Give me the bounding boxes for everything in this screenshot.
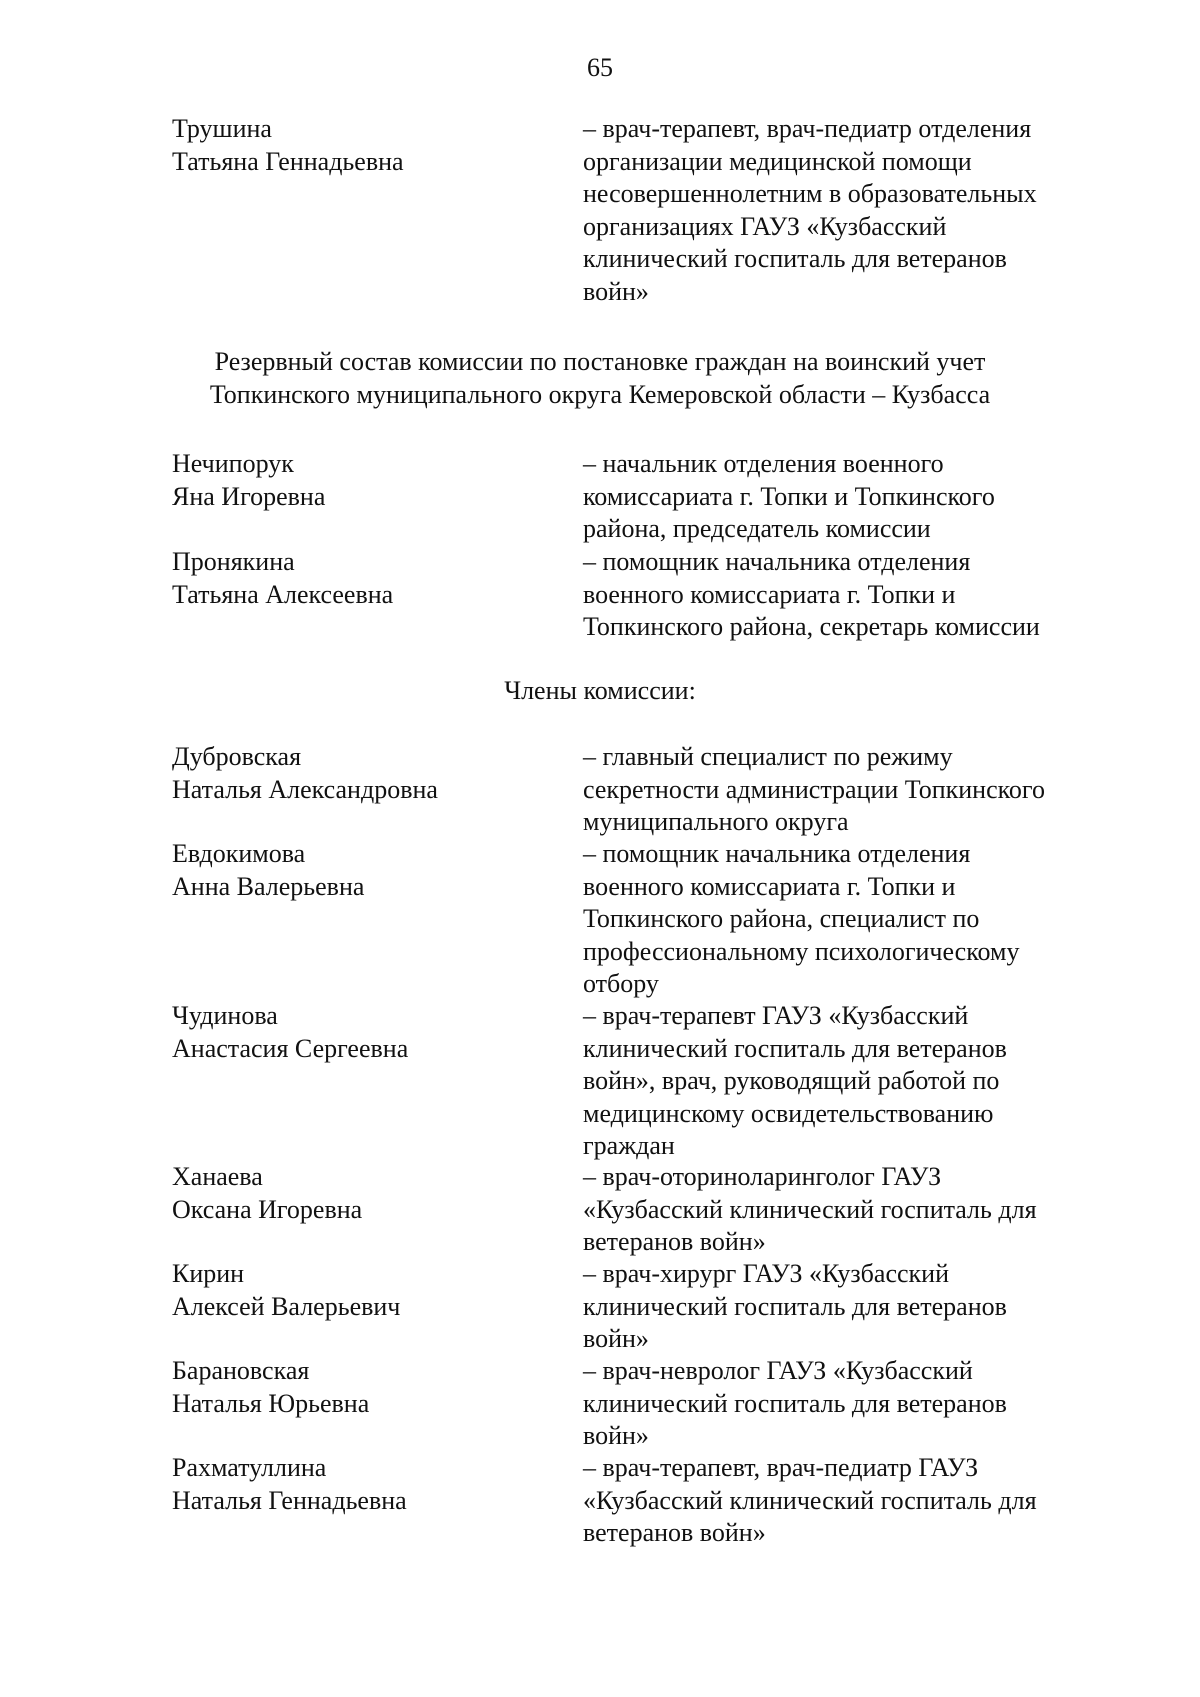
heading-line: Топкинского муниципального округа Кемеровской области – Кузбасса (209, 379, 991, 409)
surname: Пронякина (172, 547, 295, 576)
role-line: отбору (583, 969, 659, 998)
role-line: муниципального округа (583, 807, 849, 836)
surname: Барановская (172, 1356, 310, 1385)
person-name (172, 546, 572, 611)
role-line: Топкинского района, секретарь комиссии (583, 612, 1040, 641)
role-line: клинический госпиталь для ветеранов (583, 1033, 1007, 1063)
person-role (583, 1000, 1103, 1163)
role-line: ветеранов войн» (583, 1518, 766, 1547)
role-line: несовершеннолетним в образовательных (583, 179, 1037, 208)
surname: Ханаева (172, 1162, 263, 1191)
role-line: – врач-невролог ГАУЗ «Кузбасский (583, 1356, 973, 1385)
person-name (172, 1161, 572, 1226)
given-names: Алексей Валерьевич (172, 1291, 401, 1321)
members-heading: Члены комиссии: (504, 676, 696, 705)
role-line: организациях ГАУЗ «Кузбасский (583, 211, 947, 241)
given-names: Яна Игоревна (172, 481, 326, 511)
role-line: – врач-терапевт, врач-педиатр ГАУЗ (583, 1453, 979, 1482)
person-name (172, 741, 572, 806)
page-number: 65 (587, 53, 613, 82)
role-line: граждан (583, 1131, 675, 1160)
reserve-heading (0, 346, 1200, 411)
person-role (583, 741, 1103, 839)
role-line: профессиональному психологическому (583, 936, 1020, 966)
role-line: войн», врач, руководящий работой по (583, 1066, 1000, 1095)
person-name (172, 113, 572, 178)
role-line: клинический госпиталь для ветеранов (583, 1388, 1007, 1418)
surname: Трушина (172, 114, 272, 143)
role-line: – помощник начальника отделения (583, 839, 971, 868)
person-name (172, 1258, 572, 1323)
person-role (583, 1452, 1103, 1550)
role-line: войн» (583, 1324, 649, 1353)
surname: Нечипорук (172, 449, 294, 478)
role-line: «Кузбасский клинический госпиталь для (583, 1485, 1037, 1515)
person-name (172, 1355, 572, 1420)
given-names: Татьяна Алексеевна (172, 579, 394, 609)
person-name (172, 1000, 572, 1065)
role-line: – врач-терапевт ГАУЗ «Кузбасский (583, 1001, 969, 1030)
person-role (583, 838, 1103, 1001)
role-line: – главный специалист по режиму (583, 742, 953, 771)
given-names: Татьяна Геннадьевна (172, 146, 404, 176)
surname: Евдокимова (172, 839, 306, 868)
role-line: – начальник отделения военного (583, 449, 944, 478)
role-line: Топкинского района, специалист по (583, 904, 980, 933)
role-line: комиссариата г. Топки и Топкинского (583, 481, 995, 511)
surname: Чудинова (172, 1001, 278, 1030)
person-role (583, 1258, 1103, 1356)
role-line: клинический госпиталь для ветеранов (583, 244, 1007, 273)
given-names: Наталья Александровна (172, 774, 438, 804)
person-role (583, 1161, 1103, 1259)
person-role (583, 113, 1103, 308)
role-line: – врач-терапевт, врач-педиатр отделения (583, 114, 1032, 143)
given-names: Наталья Геннадьевна (172, 1485, 407, 1515)
surname: Рахматуллина (172, 1453, 327, 1482)
role-line: клинический госпиталь для ветеранов (583, 1291, 1007, 1321)
given-names: Оксана Игоревна (172, 1194, 363, 1224)
role-line: района, председатель комиссии (583, 514, 931, 543)
person-role (583, 546, 1103, 644)
surname: Дубровская (172, 742, 302, 771)
role-line: войн» (583, 276, 649, 306)
role-line: военного комиссариата г. Топки и (583, 579, 956, 609)
role-line: «Кузбасский клинический госпиталь для (583, 1194, 1037, 1224)
role-line: – помощник начальника отделения (583, 547, 971, 576)
heading-line: Резервный состав комиссии по постановке граждан на воинский учет (214, 347, 986, 376)
person-role (583, 1355, 1103, 1453)
given-names: Анна Валерьевна (172, 871, 365, 901)
person-role (583, 448, 1103, 546)
person-name (172, 448, 572, 513)
given-names: Наталья Юрьевна (172, 1388, 370, 1418)
person-name (172, 838, 572, 903)
person-name (172, 1452, 572, 1517)
role-line: – врач-оториноларинголог ГАУЗ (583, 1162, 942, 1191)
role-line: медицинскому освидетельствованию (583, 1098, 994, 1128)
given-names: Анастасия Сергеевна (172, 1033, 409, 1063)
role-line: войн» (583, 1421, 649, 1450)
role-line: военного комиссариата г. Топки и (583, 871, 956, 901)
role-line: – врач-хирург ГАУЗ «Кузбасский (583, 1259, 949, 1288)
role-line: ветеранов войн» (583, 1227, 766, 1256)
role-line: секретности администрации Топкинского (583, 774, 1045, 804)
surname: Кирин (172, 1259, 245, 1288)
role-line: организации медицинской помощи (583, 146, 972, 176)
